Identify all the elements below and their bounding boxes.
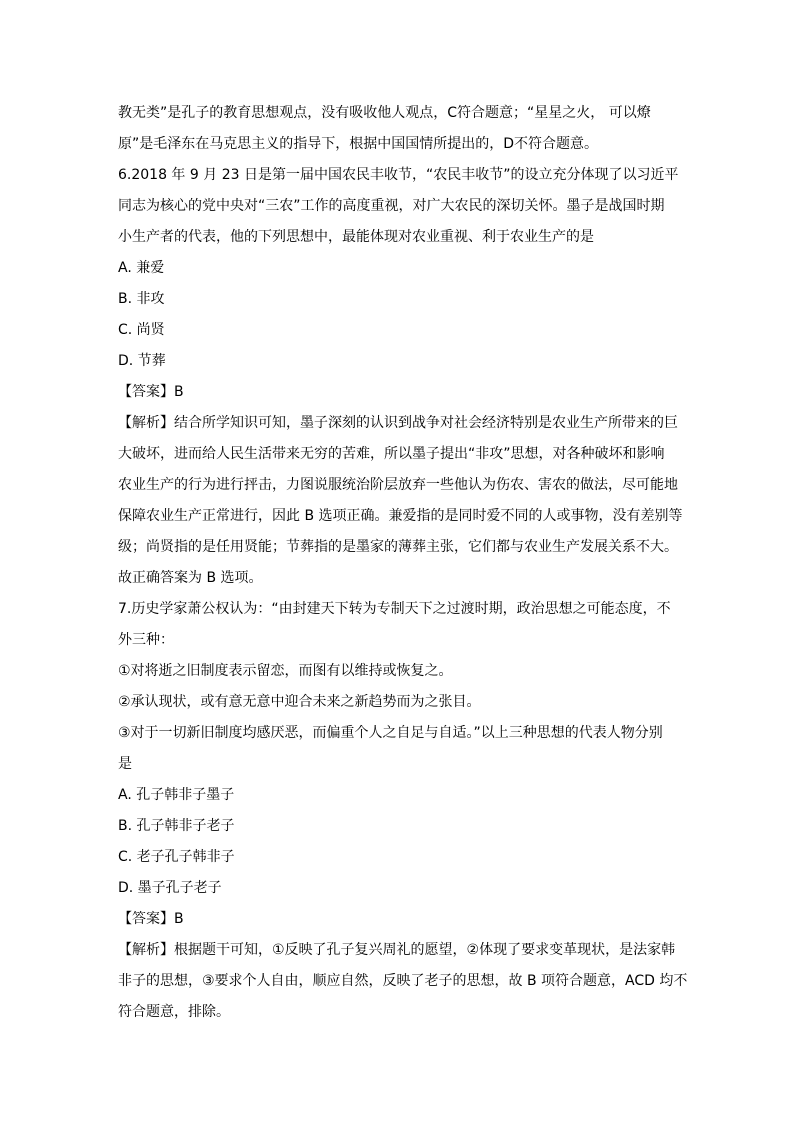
text-line: 教无类”是孔子的教育思想观点，没有吸收他人观点，C符合题意；“星星之火， 可以燎 — [118, 105, 651, 121]
option-c: C. 老子孔子韩非子 — [118, 849, 235, 865]
text-line: 外三种： — [118, 632, 174, 648]
question-7-stem: 7.历史学家萧公权认为：“由封建天下转为专制天下之过渡时期，政治思想之可能态度，不 — [118, 601, 671, 617]
explanation-line: 【解析】结合所学知识可知，墨子深刻的认识到战争对社会经济特别是农业生产所带来的巨 — [118, 415, 678, 431]
explanation-line: 非子的思想，③要求个人自由，顺应自然，反映了老子的思想，故 B 项符合题意，ACD 均不 — [118, 973, 688, 989]
explanation-line: 农业生产的行为进行抨击，力图说服统治阶层放弃一些他认为伤农、害农的做法，尽可能地 — [118, 477, 678, 493]
text-line: 同志为核心的党中央对“三农”工作的高度重视，对广大农民的深切关怀。墨子是战国时期 — [118, 198, 665, 214]
text-line: ②承认现状，或有意无意中迎合未来之新趋势而为之张目。 — [118, 694, 481, 710]
option-b: B. 非攻 — [118, 291, 165, 307]
text-line: 原”是毛泽东在马克思主义的指导下，根据中国国情所提出的，D不符合题意。 — [118, 136, 599, 152]
answer-label: 【答案】B — [118, 384, 184, 400]
option-d: D. 墨子孔子老子 — [118, 880, 222, 896]
text-line: ①对将逝之旧制度表示留恋，而图有以维持或恢复之。 — [118, 663, 453, 679]
option-a: A. 孔子韩非子墨子 — [118, 787, 235, 803]
explanation-line: 符合题意，排除。 — [118, 1004, 230, 1020]
explanation-line: 大破坏，进而给人民生活带来无穷的苦难，所以墨子提出“非攻”思想，对各种破坏和影响 — [118, 446, 665, 462]
question-6-stem: 6.2018 年 9 月 23 日是第一届中国农民丰收节，“农民丰收节”的设立充分体现了以习近平 — [118, 167, 679, 183]
explanation-line: 【解析】根据题干可知，①反映了孔子复兴周礼的愿望，②体现了要求变革现状，是法家韩 — [118, 942, 676, 958]
explanation-line: 级；尚贤指的是任用贤能；节葬指的是墨家的薄葬主张，它们都与农业生产发展关系不大。 — [118, 539, 678, 555]
text-line: 小生产者的代表，他的下列思想中，最能体现对农业重视、利于农业生产的是 — [118, 229, 594, 245]
text-line: ③对于一切新旧制度均感厌恶，而偏重个人之自足与自适。”以上三种思想的代表人物分别 — [118, 725, 663, 741]
option-d: D. 节葬 — [118, 353, 166, 369]
option-b: B. 孔子韩非子老子 — [118, 818, 235, 834]
option-a: A. 兼爱 — [118, 260, 165, 276]
text-line: 是 — [118, 756, 132, 772]
answer-label: 【答案】B — [118, 911, 184, 927]
explanation-line: 故正确答案为 B 选项。 — [118, 570, 263, 586]
option-c: C. 尚贤 — [118, 322, 165, 338]
explanation-line: 保障农业生产正常进行，因此 B 选项正确。兼爱指的是同时爱不同的人或事物，没有差别等 — [118, 508, 683, 524]
